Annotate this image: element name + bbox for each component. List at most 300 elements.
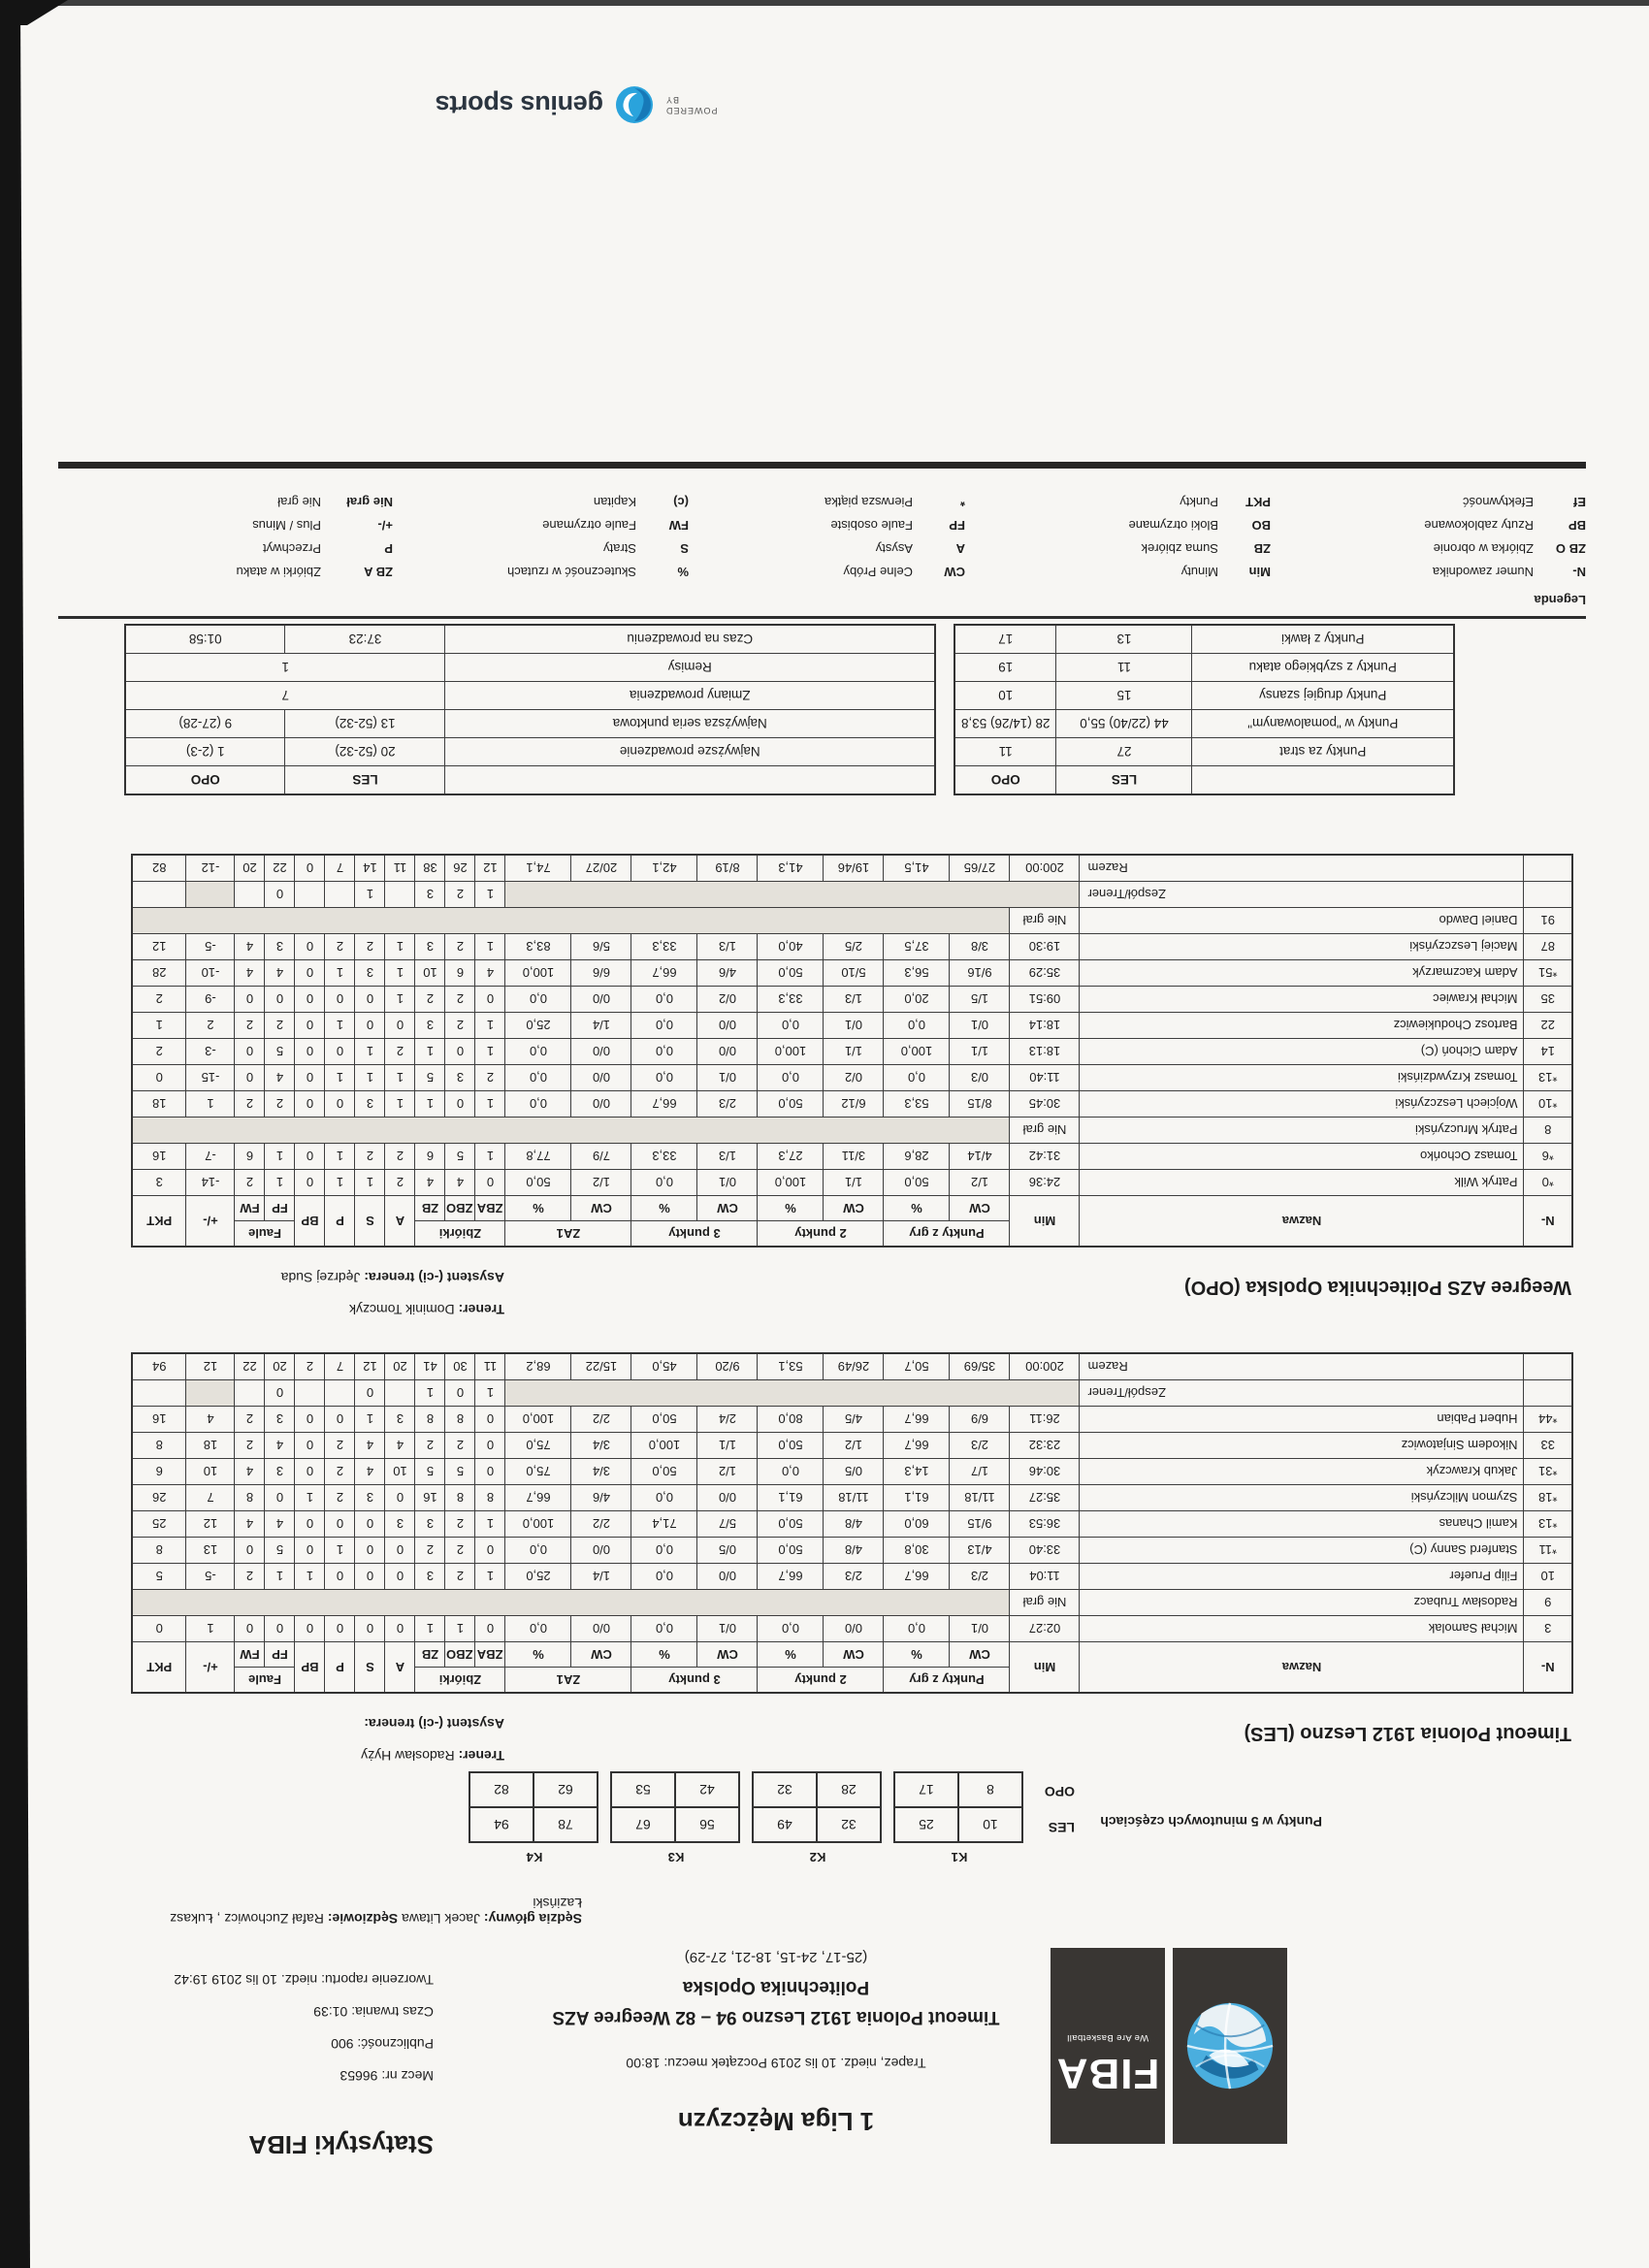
- cell-zbo: 8: [445, 1407, 475, 1433]
- cell-p: 1: [325, 1170, 355, 1196]
- cell-name: Tomasz Krzywdziński: [1080, 1065, 1524, 1091]
- coach-block-les: [361, 1707, 504, 1771]
- cell-s: 1: [355, 1170, 385, 1196]
- league-title: 1 Liga Mężczyzn: [677, 2107, 875, 2136]
- cell-zba: 1: [475, 934, 505, 960]
- cell-team-coach-label: Zespół/Trener: [1080, 882, 1524, 908]
- cell-p3: 1/2: [697, 1459, 758, 1485]
- summary-leads-table: [124, 624, 936, 795]
- cell-zba: 1: [475, 1013, 505, 1039]
- cell-fp: 4: [265, 1065, 295, 1091]
- player-row: [132, 1538, 1572, 1564]
- group-free-throws: ZA1: [505, 1221, 631, 1247]
- cell-fgp: 50,0: [884, 1170, 950, 1196]
- cell-p3: 0/5: [697, 1538, 758, 1564]
- cell-a: 1: [385, 1065, 415, 1091]
- team-row-empty-shooting: [505, 882, 1080, 908]
- cell-bp: 0: [295, 1459, 325, 1485]
- cell-s: 0: [355, 1013, 385, 1039]
- legend-entry: [393, 519, 689, 534]
- cell-zb: 2: [415, 1538, 445, 1564]
- cell-ftp: 0,0: [505, 1538, 571, 1564]
- quarter-box-row-LES: [469, 1807, 598, 1842]
- legend-abbr: N-: [1572, 565, 1586, 580]
- cell-fw: 0: [235, 987, 265, 1013]
- cell-zb: 1: [415, 1616, 445, 1642]
- box-score-body: [132, 855, 1572, 1196]
- col-assists: A: [385, 1196, 415, 1247]
- cell-p3p: 0,0: [631, 1013, 697, 1039]
- cell-p2p: 0,0: [758, 1013, 824, 1039]
- legend-abbr: ZB A: [364, 565, 393, 580]
- cell-p2: 0/5: [824, 1459, 884, 1485]
- legend-abbr: *: [959, 495, 965, 510]
- sub-header-cw: CW: [824, 1196, 884, 1221]
- cell-p2: 19/46: [824, 855, 884, 882]
- cell-a: 2: [385, 1144, 415, 1170]
- cell-zbo: 4: [445, 1170, 475, 1196]
- cell-p3: 0/0: [697, 1039, 758, 1065]
- legend-abbr: FP: [949, 518, 965, 534]
- cell-name: Tomasz Ochońko: [1080, 1144, 1524, 1170]
- cell-p3p: 33,3: [631, 934, 697, 960]
- cell-p2p: 80,0: [758, 1407, 824, 1433]
- legend-rows: [53, 491, 1586, 584]
- quarter-score-cell: 25: [894, 1807, 958, 1842]
- cell-s: 3: [355, 960, 385, 987]
- cell-bp: 1: [295, 1485, 325, 1511]
- summary-value-merged: 1: [125, 654, 445, 682]
- cell-ft: 0/0: [571, 1616, 631, 1642]
- cell-fgp: 56,3: [884, 960, 950, 987]
- cell-zba: 0: [475, 1538, 505, 1564]
- cell-no: *0: [1524, 1170, 1572, 1196]
- quarter-score-cell: 42: [675, 1772, 739, 1807]
- cell-fgp: 100,0: [884, 1039, 950, 1065]
- cell-p3p: 66,7: [631, 960, 697, 987]
- cell-fgp: 14,3: [884, 1459, 950, 1485]
- summary-value-opo: 17: [954, 625, 1056, 654]
- legend-desc: Faule otrzymane: [542, 518, 636, 534]
- cell-a: [385, 882, 415, 908]
- col-blocks: BP: [295, 1642, 325, 1694]
- cell-name: Maciej Leszczyński: [1080, 934, 1524, 960]
- dnp-empty-cells: [132, 1590, 1010, 1616]
- summary-label: Czas na prowadzeniu: [445, 625, 935, 654]
- cell-fgp: 0,0: [884, 1065, 950, 1091]
- cell-ft: 15/22: [571, 1353, 631, 1380]
- cell-min: 18:13: [1010, 1039, 1080, 1065]
- cell-zbo: 0: [445, 1039, 475, 1065]
- cell-fg: 0/1: [950, 1616, 1010, 1642]
- summary-label: Zmiany prowadzenia: [445, 682, 935, 710]
- sub-header-zba: ZBA: [475, 1642, 505, 1668]
- sub-header-zb: ZB: [415, 1642, 445, 1668]
- cell-p3: 2/3: [697, 1091, 758, 1118]
- cell-minutes: Nie grał: [1010, 1118, 1080, 1144]
- cell-p2p: 50,0: [758, 1433, 824, 1459]
- cell-pkt: [132, 882, 186, 908]
- sub-header-pct: %: [505, 1642, 571, 1668]
- quarter-box-row-OPO: [611, 1772, 739, 1807]
- cell-fp: 2: [265, 1013, 295, 1039]
- cell-zba: 8: [475, 1485, 505, 1511]
- legend-desc: Asysty: [875, 541, 913, 557]
- sub-header-fp: FP: [265, 1196, 295, 1221]
- player-row: [132, 1065, 1572, 1091]
- cell-p3p: 42,1: [631, 855, 697, 882]
- player-row: [132, 1144, 1572, 1170]
- sub-header-cw: CW: [571, 1642, 631, 1668]
- cell-fp: 22: [265, 855, 295, 882]
- summary-col-header: LES: [285, 766, 445, 795]
- cell-fgp: 20,0: [884, 987, 950, 1013]
- cell-s: 3: [355, 1091, 385, 1118]
- cell-name: Hubert Pabian: [1080, 1407, 1524, 1433]
- cell-ftp: 0,0: [505, 1039, 571, 1065]
- cell-min: 30:45: [1010, 1091, 1080, 1118]
- sub-header-cw: CW: [571, 1196, 631, 1221]
- col-minutes: Min: [1010, 1196, 1080, 1247]
- summary-value-les: 44 (22/40) 55,0: [1056, 710, 1192, 738]
- cell-fg: 4/14: [950, 1144, 1010, 1170]
- legend-abbr: Min: [1248, 565, 1271, 580]
- player-row: [132, 1485, 1572, 1511]
- cell-fp: 1: [265, 1564, 295, 1590]
- legend-abbr: S: [680, 541, 689, 557]
- legend-entry: [393, 566, 689, 580]
- assistant-label: Asystent (-ci) trenera:: [364, 1270, 504, 1285]
- quarter-box-K4: [469, 1771, 598, 1843]
- cell-p3: 1/1: [697, 1433, 758, 1459]
- cell-a: 3: [385, 1511, 415, 1538]
- cell-number: [1524, 882, 1572, 908]
- dnp-row: [132, 908, 1572, 934]
- quarter-label-K2: K2: [809, 1850, 826, 1864]
- cell-ftp: 74,1: [505, 855, 571, 882]
- legend-abbr: Nie grał: [346, 495, 393, 510]
- cell-fg: 6/9: [950, 1407, 1010, 1433]
- cell-no: *11: [1524, 1538, 1572, 1564]
- cell-p2: 1/3: [824, 987, 884, 1013]
- cell-zb: 2: [415, 987, 445, 1013]
- legend-entry: [1271, 542, 1586, 557]
- cell-p3: 0/0: [697, 1013, 758, 1039]
- cell-pm: 18: [186, 1433, 235, 1459]
- cell-pkt: 1: [132, 1013, 186, 1039]
- cell-minutes: Nie grał: [1010, 1590, 1080, 1616]
- cell-zbo: 0: [445, 1091, 475, 1118]
- cell-minutes: Nie grał: [1010, 908, 1080, 934]
- cell-no: *13: [1524, 1511, 1572, 1538]
- cell-fw: 0: [235, 1065, 265, 1091]
- player-row: [132, 1091, 1572, 1118]
- summary-value-opo: 1 (2-3): [125, 738, 285, 766]
- cell-pm: [186, 882, 235, 908]
- cell-zbo: 26: [445, 855, 475, 882]
- cell-ftp: 50,0: [505, 1170, 571, 1196]
- cell-s: 1: [355, 1407, 385, 1433]
- cell-fgp: 66,7: [884, 1433, 950, 1459]
- cell-p: 1: [325, 1144, 355, 1170]
- head-referee: Jacek Litawa: [402, 1911, 480, 1927]
- match-number: Mecz nr: 96653: [340, 2068, 434, 2084]
- cell-a: 3: [385, 1407, 415, 1433]
- sub-header-pct: %: [631, 1196, 697, 1221]
- cell-fp: 3: [265, 1459, 295, 1485]
- cell-p2: 11/18: [824, 1485, 884, 1511]
- cell-fw: 4: [235, 1511, 265, 1538]
- cell-p: 7: [325, 855, 355, 882]
- cell-ft: 20/27: [571, 855, 631, 882]
- cell-fp: 3: [265, 1407, 295, 1433]
- sub-header-pct: %: [631, 1642, 697, 1668]
- cell-s: 0: [355, 1616, 385, 1642]
- cell-bp: 0: [295, 1065, 325, 1091]
- cell-fgp: 53,3: [884, 1091, 950, 1118]
- box-score-head: [132, 1642, 1572, 1694]
- cell-p: 1: [325, 1538, 355, 1564]
- cell-p2p: 0,0: [758, 1065, 824, 1091]
- group-3pt: 3 punkty: [631, 1668, 758, 1694]
- cell-s: 4: [355, 1459, 385, 1485]
- legend-row: [53, 491, 1586, 514]
- cell-fg: 1/1: [950, 1039, 1010, 1065]
- legend-abbr: A: [955, 541, 965, 557]
- cell-zba: 1: [475, 1091, 505, 1118]
- legend-desc: Plus / Minus: [252, 518, 321, 534]
- cell-zb: 2: [415, 1433, 445, 1459]
- quarter-box-K1: [893, 1771, 1023, 1843]
- cell-fp: 1: [265, 1170, 295, 1196]
- cell-ft: 4/6: [571, 1485, 631, 1511]
- cell-p3p: 0,0: [631, 1616, 697, 1642]
- cell-no: 22: [1524, 1013, 1572, 1039]
- cell-p3p: 71,4: [631, 1511, 697, 1538]
- box-score-les: [131, 1352, 1573, 1694]
- col-points: PKT: [132, 1196, 186, 1247]
- cell-zba: 4: [475, 960, 505, 987]
- fiba-tagline: We Are Basketball: [1066, 2032, 1149, 2043]
- cell-fg: 2/3: [950, 1564, 1010, 1590]
- cell-ft: 1/2: [571, 1170, 631, 1196]
- cell-pkt: 94: [132, 1353, 186, 1380]
- cell-min: 31:42: [1010, 1144, 1080, 1170]
- legend-abbr: CW: [944, 565, 965, 580]
- cell-ft: 1/4: [571, 1564, 631, 1590]
- col-name: Nazwa: [1080, 1196, 1524, 1247]
- cell-no: *13: [1524, 1065, 1572, 1091]
- player-row: [132, 1407, 1572, 1433]
- box-score-opo: [131, 854, 1573, 1247]
- box-score-table: [131, 1352, 1573, 1694]
- cell-ftp: 75,0: [505, 1433, 571, 1459]
- cell-p3: 0/1: [697, 1616, 758, 1642]
- col-turnovers: S: [355, 1196, 385, 1247]
- quarter-label-K3: K3: [667, 1850, 685, 1864]
- summary-col-header: [445, 766, 935, 795]
- cell-fg: 0/1: [950, 1013, 1010, 1039]
- cell-name: Wojciech Leszczyński: [1080, 1091, 1524, 1118]
- cell-p: 0: [325, 1407, 355, 1433]
- cell-zb: 3: [415, 934, 445, 960]
- cell-p3p: 0,0: [631, 987, 697, 1013]
- cell-bp: 0: [295, 1538, 325, 1564]
- quarter-score-cell: 53: [611, 1772, 675, 1807]
- quarter-box-K3: [610, 1771, 740, 1843]
- summary-row: [125, 738, 935, 766]
- cell-a: 1: [385, 960, 415, 987]
- cell-p2: 26/49: [824, 1353, 884, 1380]
- cell-zba: 0: [475, 1170, 505, 1196]
- cell-ft: 0/0: [571, 1039, 631, 1065]
- cell-fw: 2: [235, 1013, 265, 1039]
- cell-bp: [295, 1380, 325, 1407]
- cell-fgp: 41,5: [884, 855, 950, 882]
- cell-ft: 3/4: [571, 1433, 631, 1459]
- legend-desc: Przechwyt: [263, 541, 321, 557]
- cell-p3p: 100,0: [631, 1433, 697, 1459]
- cell-zb: 1: [415, 1039, 445, 1065]
- summary-value-opo: 19: [954, 654, 1056, 682]
- team-coach-row: [132, 1380, 1572, 1407]
- cell-p3p: 45,0: [631, 1353, 697, 1380]
- cell-p2: 1/2: [824, 1433, 884, 1459]
- cell-p3: 0/0: [697, 1485, 758, 1511]
- cell-no: 87: [1524, 934, 1572, 960]
- box-score-table: [131, 854, 1573, 1247]
- cell-fp: 4: [265, 1511, 295, 1538]
- summary-label: Najwyższe prowadzenie: [445, 738, 935, 766]
- cell-pkt: [132, 1380, 186, 1407]
- cell-zbo: 8: [445, 1485, 475, 1511]
- coach-block-opo: [281, 1261, 504, 1325]
- cell-fg: 2/3: [950, 1433, 1010, 1459]
- fiba-globe-icon: [1182, 1998, 1277, 2093]
- assistant-label: Asystent (-ci) trenera:: [364, 1716, 504, 1732]
- col-assists: A: [385, 1642, 415, 1694]
- legend-desc: Numer zawodnika: [1432, 565, 1534, 580]
- cell-p3p: 33,3: [631, 1144, 697, 1170]
- cell-zb: 38: [415, 855, 445, 882]
- cell-fp: 5: [265, 1538, 295, 1564]
- quarter-label-K1: K1: [951, 1850, 968, 1864]
- cell-fgp: 30,8: [884, 1538, 950, 1564]
- genius-sports-wordmark: genius sports: [435, 90, 603, 120]
- cell-pm: 12: [186, 1511, 235, 1538]
- referees-line: [131, 1895, 582, 1927]
- legend-abbr: PKT: [1245, 495, 1271, 510]
- cell-s: 0: [355, 1538, 385, 1564]
- cell-fgp: 37,5: [884, 934, 950, 960]
- cell-a: 1: [385, 1091, 415, 1118]
- cell-zba: 12: [475, 855, 505, 882]
- sub-header-cw: CW: [697, 1642, 758, 1668]
- legend-desc: Suma zbiórek: [1141, 541, 1218, 557]
- summary-row: [954, 682, 1454, 710]
- cell-no: *10: [1524, 1091, 1572, 1118]
- quarter-box-row-LES: [894, 1807, 1022, 1842]
- cell-ft: 0/0: [571, 1065, 631, 1091]
- cell-pm: 1: [186, 1091, 235, 1118]
- quarter-score-cell: 32: [817, 1807, 881, 1842]
- cell-zb: 3: [415, 1511, 445, 1538]
- five-min-team-label-opo: OPO: [1044, 1784, 1075, 1799]
- cell-zbo: 1: [445, 1616, 475, 1642]
- legend-desc: Minuty: [1180, 565, 1218, 580]
- cell-bp: 0: [295, 1091, 325, 1118]
- duration: Czas trwania: 01:39: [313, 2004, 434, 2020]
- cell-bp: 0: [295, 1144, 325, 1170]
- cell-zba: 0: [475, 1459, 505, 1485]
- cell-pm: 10: [186, 1459, 235, 1485]
- cell-zbo: 6: [445, 960, 475, 987]
- quarter-score-cell: 8: [958, 1772, 1022, 1807]
- cell-zbo: 5: [445, 1144, 475, 1170]
- cell-p3: 9/20: [697, 1353, 758, 1380]
- cell-a: [385, 1380, 415, 1407]
- dnp-row: [132, 1118, 1572, 1144]
- cell-a: 0: [385, 1564, 415, 1590]
- cell-name: Nikodem Sinjatowicz: [1080, 1433, 1524, 1459]
- cell-p: 1: [325, 1065, 355, 1091]
- cell-pkt: 12: [132, 934, 186, 960]
- cell-p3p: 0,0: [631, 1538, 697, 1564]
- report-created: Tworzenie raportu: niedz. 10 lis 2019 19:42: [174, 1972, 434, 1988]
- referees-label: Sędziowie:: [327, 1911, 399, 1927]
- cell-ftp: 0,0: [505, 987, 571, 1013]
- cell-pkt: 2: [132, 1039, 186, 1065]
- legend-row: [53, 561, 1586, 584]
- cell-min: 35:29: [1010, 960, 1080, 987]
- cell-pkt: 82: [132, 855, 186, 882]
- cell-min: 23:32: [1010, 1433, 1080, 1459]
- sub-header-fp: FP: [265, 1642, 295, 1668]
- cell-fg: 35/69: [950, 1353, 1010, 1380]
- cell-fg: 11/18: [950, 1485, 1010, 1511]
- cell-p2p: 100,0: [758, 1039, 824, 1065]
- cell-bp: [295, 882, 325, 908]
- quarter-score-cell: 17: [894, 1772, 958, 1807]
- cell-p3: 0/1: [697, 1170, 758, 1196]
- cell-ft: 3/4: [571, 1459, 631, 1485]
- cell-number: [1524, 1380, 1572, 1407]
- box-score-head: [132, 1196, 1572, 1247]
- coach-label: Trener:: [458, 1748, 504, 1764]
- legend-abbr: P: [384, 541, 393, 557]
- cell-pkt: 16: [132, 1144, 186, 1170]
- cell-fp: 0: [265, 1485, 295, 1511]
- cell-bp: 0: [295, 1013, 325, 1039]
- team-title-opo: Weegree AZS Politechnika Opolska (OPO): [1184, 1277, 1571, 1298]
- cell-fg: 8/15: [950, 1091, 1010, 1118]
- match-score-line-2: Politechnika Opolska: [682, 1977, 870, 1997]
- cell-pm: 12: [186, 1353, 235, 1380]
- cell-s: 0: [355, 1511, 385, 1538]
- powered-by-label: POWERED BY: [665, 95, 718, 115]
- cell-name: Razem: [1080, 855, 1524, 882]
- cell-p2: 0/2: [824, 1065, 884, 1091]
- cell-pm: -10: [186, 960, 235, 987]
- cell-a: 11: [385, 855, 415, 882]
- cell-p: 1: [325, 960, 355, 987]
- legend-entry: [965, 542, 1271, 557]
- legend-entry: [965, 519, 1271, 534]
- cell-pkt: 5: [132, 1564, 186, 1590]
- legend-abbr: ZB: [1253, 541, 1271, 557]
- summary-row: [954, 710, 1454, 738]
- col-plusminus: +/-: [186, 1642, 235, 1694]
